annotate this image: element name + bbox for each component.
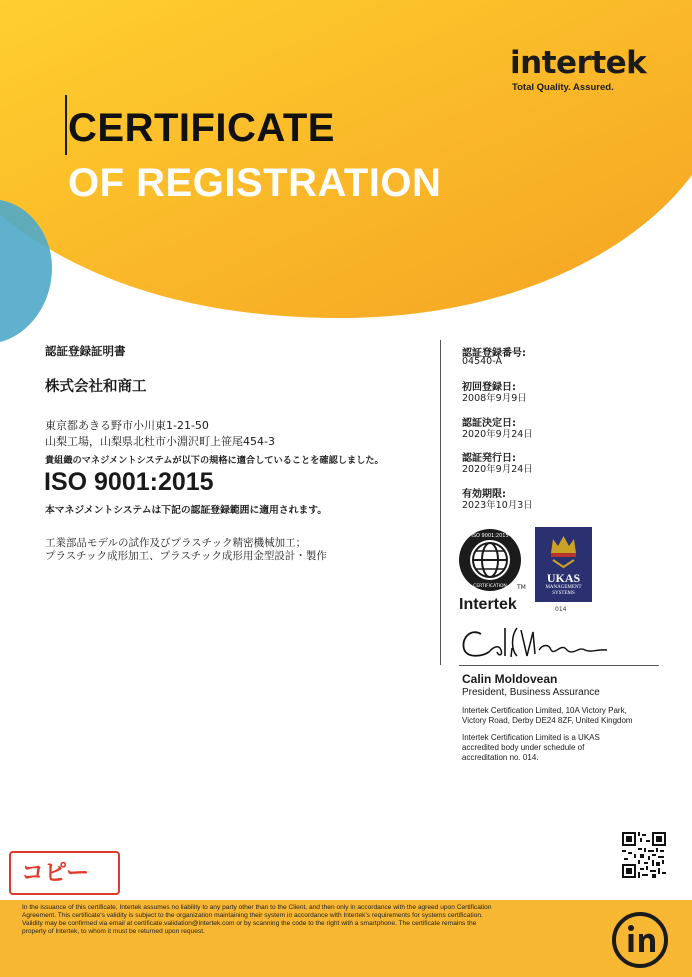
address-line-1: 東京都あきる野市小川東1-21-50 (45, 419, 209, 432)
signatory-name: Calin Moldovean (462, 672, 558, 686)
footer-line-3: Validity may be confirmed via email at certificate.validation@intertek.com or by scanning the code to the right with a smartphone. The certificate remains the (22, 920, 477, 927)
issuer-line-1: Intertek Certification Limited, 10A Victory Park, (462, 706, 627, 715)
seal-intertek-word: Intertek (459, 596, 517, 613)
expiry-date-value: 2023年10月3日 (462, 500, 533, 511)
issuer-line-2: Victory Road, Derby DE24 8ZF, United Kingdom (462, 716, 633, 725)
company-name: 株式会社和商工 (45, 379, 147, 395)
footer-line-1: In the issuance of this certificate, Intertek assumes no liability to any party other than to the Client, and then only in accordance with the agreed upon Certification (22, 904, 492, 911)
initial-registration-label: 初回登録日: (462, 382, 516, 393)
crown-icon (535, 529, 592, 569)
expiry-date-label: 有効期限: (462, 489, 506, 500)
logo-word: intertek (510, 45, 647, 81)
certificate-title: CERTIFICATE (68, 106, 335, 150)
standard-name: ISO 9001:2015 (44, 468, 214, 496)
column-divider (440, 340, 441, 665)
signature-image (459, 622, 609, 664)
ukas-name: UKAS (546, 571, 581, 585)
seal-bottom-text: CERTIFICATION (473, 584, 507, 589)
accreditation-line-1: Intertek Certification Limited is a UKAS (462, 733, 600, 742)
certificate-subtitle: OF REGISTRATION (68, 161, 442, 205)
footer-line-4: property of Intertek, to whom it must be returned upon request. (22, 928, 205, 935)
decision-date-label: 認証決定日: (462, 418, 516, 429)
trademark-symbol: TM (517, 584, 526, 591)
initial-registration-value: 2008年9月9日 (462, 393, 527, 404)
decision-date-value: 2020年9月24日 (462, 429, 533, 440)
scope-line-1: 工業部品モデルの試作及びプラスチック精密機械加工； (45, 537, 307, 549)
issue-date-label: 認証発行日: (462, 453, 516, 464)
document-type: 認証登録証明書 (45, 344, 126, 358)
intertek-in-logo-icon (609, 909, 671, 971)
footer-line-2: Agreement. This certificate's validity is subject to the organization maintaining their system in accordance with Intertek's requirements for systems certification. (22, 912, 483, 919)
copy-stamp: コピー (9, 851, 120, 895)
seal-top-text: ISO 9001:2015 (471, 533, 509, 539)
logo-tagline: Total Quality. Assured. (512, 82, 614, 93)
qr-code-icon (622, 832, 666, 878)
scope-intro: 本マネジメントシステムは下記の認証登録範囲に適用されます。 (45, 505, 328, 516)
ukas-mark (535, 527, 592, 602)
signatory-title: President, Business Assurance (462, 687, 600, 698)
registration-number-value: 04540-A (462, 356, 502, 367)
ukas-sub-1: MANAGEMENT (545, 585, 582, 590)
ukas-number: 014 (555, 606, 567, 613)
title-accent-bar (65, 95, 67, 155)
intertek-logo (510, 45, 650, 93)
address-line-2: 山梨工場，山梨県北杜市小淵沢町上笹尾454-3 (45, 435, 275, 448)
conformity-statement: 貴組織のマネジメントシステムが以下の規格に適合していることを確認しました。 (45, 455, 384, 466)
issue-date-value: 2020年9月24日 (462, 464, 533, 475)
signature-line (459, 665, 659, 666)
accreditation-line-2: accredited body under schedule of (462, 743, 585, 752)
ukas-sub-2: SYSTEMS (552, 591, 575, 596)
footer-disclaimer (22, 904, 587, 936)
registration-number-label: 認証登録番号: (462, 348, 526, 359)
iso-certification-seal-icon (458, 528, 522, 592)
scope-line-2: プラスチック成形加工、プラスチック成形用金型設計・製作 (45, 550, 327, 562)
accreditation-line-3: accreditation no. 014. (462, 753, 539, 762)
